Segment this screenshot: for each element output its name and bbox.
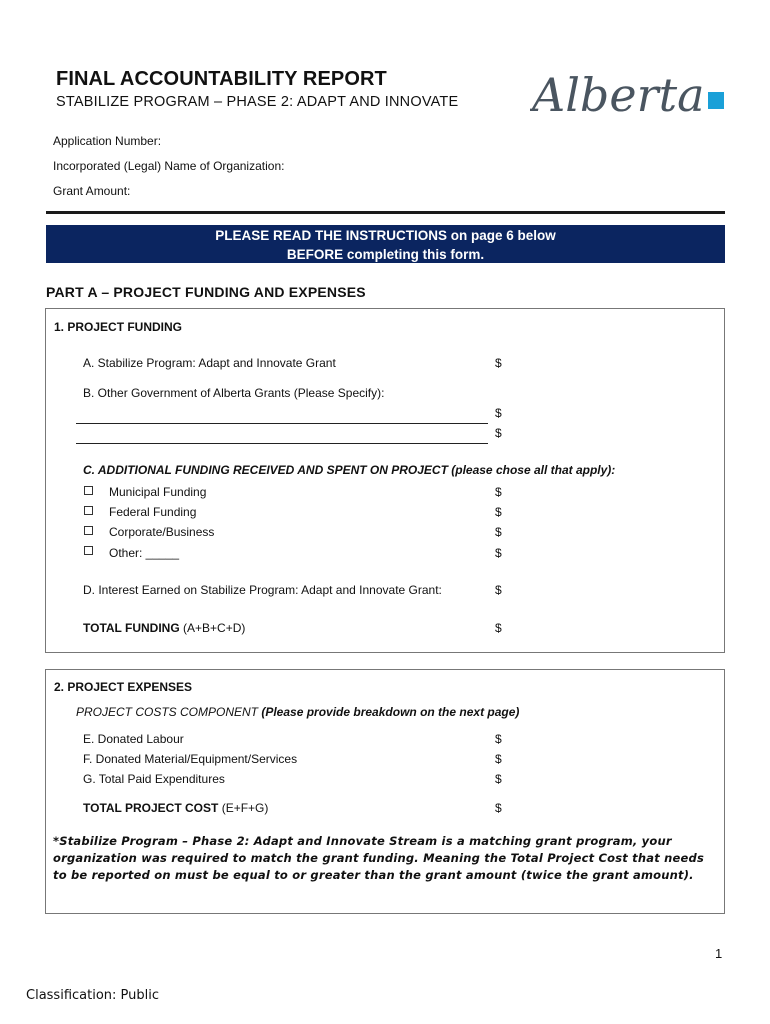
logo-accent-square: [708, 92, 724, 109]
project-funding-section: [45, 308, 725, 653]
report-subtitle: STABILIZE PROGRAM – PHASE 2: ADAPT AND INNOVATE: [56, 94, 459, 110]
additional-funding-heading: C. ADDITIONAL FUNDING RECEIVED AND SPENT ON PROJECT (please chose all that apply):: [83, 463, 616, 477]
total-project-cost-amount[interactable]: $: [495, 801, 502, 815]
total-paid-expenditures-label: G. Total Paid Expenditures: [83, 772, 225, 786]
other-grant-amount-2[interactable]: $: [495, 426, 502, 440]
matching-grant-note: *Stabilize Program – Phase 2: Adapt and Innovate Stream is a matching grant program, your organization was required to match the grant funding. Meaning the Total Project Cost that needs to be reported on must be equal to or greater than the grant amount (twice the grant amount).: [53, 834, 704, 882]
banner-line-1: PLEASE READ THE INSTRUCTIONS on page 6 below: [215, 228, 556, 243]
header-divider: [46, 211, 725, 214]
federal-funding-amount[interactable]: $: [495, 505, 502, 519]
grant-a-label: A. Stabilize Program: Adapt and Innovate Grant: [83, 356, 336, 370]
total-project-cost-label: [83, 801, 268, 815]
federal-funding-label: Federal Funding: [109, 505, 197, 519]
donated-labour-label: E. Donated Labour: [83, 732, 184, 746]
total-project-cost-formula: (E+F+G): [218, 801, 269, 815]
project-expenses-heading: 2. PROJECT EXPENSES: [54, 680, 193, 694]
project-costs-component: [76, 705, 519, 719]
total-funding-formula: (A+B+C+D): [179, 621, 246, 635]
project-expenses-section: [45, 669, 725, 914]
other-grant-line-1[interactable]: [76, 423, 488, 424]
grant-amount-label: Grant Amount:: [53, 184, 131, 198]
classification-label: Classification: Public: [26, 988, 160, 1003]
donated-labour-amount[interactable]: $: [495, 732, 502, 746]
project-costs-component-note: (Please provide breakdown on the next page): [261, 705, 520, 719]
other-grant-line-2[interactable]: [76, 443, 488, 444]
total-funding-amount[interactable]: $: [495, 621, 502, 635]
total-project-cost-text: TOTAL PROJECT COST: [83, 801, 219, 815]
federal-funding-checkbox[interactable]: [84, 506, 93, 515]
alberta-logo: [530, 58, 730, 124]
corporate-funding-checkbox[interactable]: [84, 526, 93, 535]
grant-b-label: B. Other Government of Alberta Grants (Please Specify):: [83, 386, 385, 400]
donated-material-amount[interactable]: $: [495, 752, 502, 766]
municipal-funding-amount[interactable]: $: [495, 485, 502, 499]
banner-line-2: BEFORE completing this form.: [286, 247, 485, 262]
project-costs-component-label: PROJECT COSTS COMPONENT: [76, 705, 262, 719]
corporate-funding-amount[interactable]: $: [495, 525, 502, 539]
project-funding-heading: 1. PROJECT FUNDING: [54, 320, 183, 334]
interest-earned-amount[interactable]: $: [495, 583, 502, 597]
other-funding-checkbox[interactable]: [84, 546, 93, 555]
other-funding-label: Other: _____: [109, 546, 180, 560]
other-grant-amount-1[interactable]: $: [495, 406, 502, 420]
grant-a-amount[interactable]: $: [495, 356, 502, 370]
report-title: FINAL ACCOUNTABILITY REPORT: [56, 68, 387, 90]
logo-wordmark: Alberta: [532, 68, 705, 122]
total-funding-label: [83, 621, 245, 635]
total-paid-expenditures-amount[interactable]: $: [495, 772, 502, 786]
other-funding-amount[interactable]: $: [495, 546, 502, 560]
municipal-funding-checkbox[interactable]: [84, 486, 93, 495]
donated-material-label: F. Donated Material/Equipment/Services: [83, 752, 298, 766]
part-a-heading: PART A – PROJECT FUNDING AND EXPENSES: [46, 284, 366, 300]
interest-earned-label: D. Interest Earned on Stabilize Program: Adapt and Innovate Grant:: [83, 583, 442, 597]
application-number-label: Application Number:: [53, 134, 162, 148]
municipal-funding-label: Municipal Funding: [109, 485, 207, 499]
total-funding-text: TOTAL FUNDING: [83, 621, 180, 635]
corporate-funding-label: Corporate/Business: [109, 525, 215, 539]
organization-name-label: Incorporated (Legal) Name of Organization:: [53, 159, 285, 173]
page-number: 1: [715, 946, 723, 961]
instructions-banner: [46, 225, 725, 263]
